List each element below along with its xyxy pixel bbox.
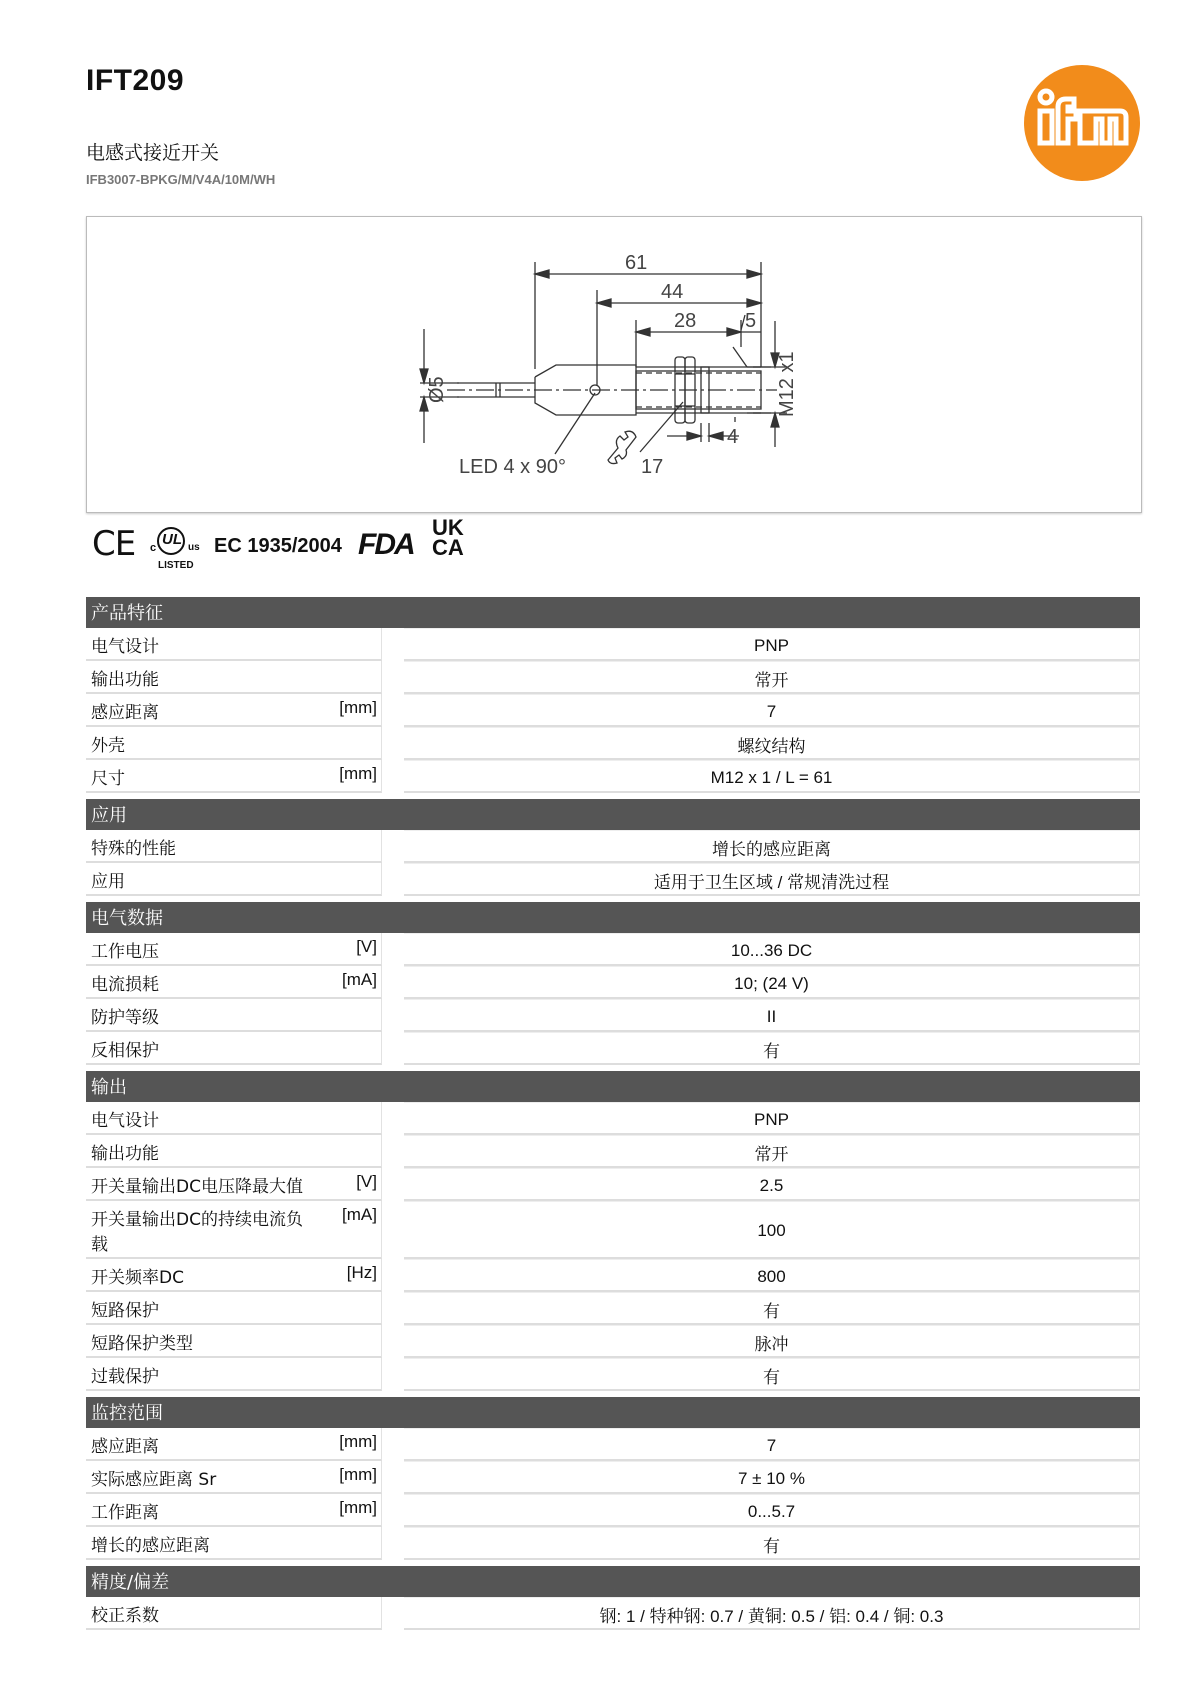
spec-label: 感应距离 [91, 1437, 159, 1457]
spec-label: 特殊的性能 [91, 839, 176, 859]
spec-value: 螺纹结构 [404, 727, 1140, 760]
spec-value: 脉冲 [404, 1325, 1140, 1358]
spec-value: 常开 [404, 661, 1140, 694]
spec-unit: [mA] [342, 1205, 377, 1224]
spec-label-cell [86, 1032, 382, 1065]
spec-row [86, 1135, 1140, 1168]
spec-label: 电气设计 [91, 1111, 159, 1131]
spec-label: 工作电压 [91, 942, 159, 962]
section-header: 电气数据 [86, 902, 1140, 933]
spec-label: 输出功能 [91, 670, 159, 690]
spec-row [86, 628, 1140, 661]
spec-label-cell [86, 661, 382, 694]
spec-unit: [mm] [339, 698, 377, 717]
spec-row [86, 1597, 1140, 1630]
product-code: IFB3007-BPKG/M/V4A/10M/WH [86, 172, 276, 187]
spec-label-cell [86, 1494, 382, 1527]
spec-unit: [mm] [339, 1498, 377, 1517]
spec-label-cell [86, 1259, 382, 1292]
spec-label-cell [86, 1168, 382, 1201]
ukca-ca-text: CA [432, 535, 464, 560]
section-header: 产品特征 [86, 597, 1140, 628]
ukca-uk-text: UK [432, 515, 464, 540]
spec-row [86, 1201, 1140, 1259]
spec-label-cell [86, 727, 382, 760]
section-header: 监控范围 [86, 1397, 1140, 1428]
spec-label: 开关频率DC [91, 1268, 184, 1288]
spec-unit: [mm] [339, 764, 377, 783]
spec-label-cell [86, 1527, 382, 1560]
sensor-drawing [87, 217, 1141, 512]
ul-listed-text: LISTED [158, 560, 194, 571]
ul-c-text: c [150, 542, 157, 554]
spec-label-cell [86, 628, 382, 661]
spec-row [86, 1461, 1140, 1494]
spec-value: M12 x 1 / L = 61 [404, 760, 1140, 793]
spec-unit: [Hz] [346, 1263, 377, 1282]
spec-value: 钢: 1 / 特种钢: 0.7 / 黄铜: 0.5 / 铝: 0.4 / 铜: 0.3 [404, 1597, 1140, 1630]
spec-label: 工作距离 [91, 1503, 159, 1523]
spec-row [86, 863, 1140, 896]
spec-label-cell [86, 1428, 382, 1461]
spec-value: 有 [404, 1358, 1140, 1391]
spec-unit: [mA] [342, 970, 377, 989]
spec-unit: [V] [356, 1172, 377, 1191]
wrench-size: 17 [641, 456, 664, 478]
spec-label-cell [86, 1102, 382, 1135]
spec-value: PNP [404, 628, 1140, 661]
spec-row [86, 1259, 1140, 1292]
spec-row [86, 661, 1140, 694]
spec-label-cell [86, 933, 382, 966]
spec-row [86, 1168, 1140, 1201]
specification-table [86, 597, 1140, 1630]
spec-label-cell [86, 999, 382, 1032]
spec-value: 7 [404, 1428, 1140, 1461]
spec-row [86, 1358, 1140, 1391]
spec-label: 应用 [91, 872, 125, 892]
spec-label: 实际感应距离 Sr [91, 1470, 217, 1490]
spec-row [86, 830, 1140, 863]
spec-label-cell [86, 1358, 382, 1391]
product-subtitle: 电感式接近开关 [86, 142, 220, 164]
ec-1935-text: EC 1935/2004 [214, 535, 342, 557]
spec-row [86, 760, 1140, 793]
spec-label: 校正系数 [91, 1606, 159, 1626]
spec-label: 反相保护 [91, 1041, 159, 1061]
spec-label: 短路保护类型 [91, 1334, 193, 1354]
ul-text: UL [162, 531, 182, 548]
spec-label: 电流损耗 [91, 975, 159, 995]
spec-label: 外壳 [91, 736, 125, 756]
ul-us-text: us [188, 542, 200, 553]
spec-label: 开关量输出DC电压降最大值 [91, 1177, 303, 1197]
spec-row [86, 1102, 1140, 1135]
spec-label-cell [86, 1597, 382, 1630]
spec-label-cell [86, 966, 382, 999]
spec-row [86, 1292, 1140, 1325]
spec-row [86, 1527, 1140, 1560]
spec-value: 7 [404, 694, 1140, 727]
dim-5: 5 [745, 310, 757, 332]
spec-row [86, 933, 1140, 966]
spec-value: 有 [404, 1292, 1140, 1325]
spec-value: 7 ± 10 % [404, 1461, 1140, 1494]
spec-value: 有 [404, 1527, 1140, 1560]
dim-d5: Ø5 [426, 376, 448, 403]
spec-unit: [mm] [339, 1465, 377, 1484]
spec-row [86, 1032, 1140, 1065]
spec-label: 防护等级 [91, 1008, 159, 1028]
spec-value: II [404, 999, 1140, 1032]
dim-m12: M12 x1 [776, 351, 798, 417]
spec-label-cell [86, 1292, 382, 1325]
section-header: 输出 [86, 1071, 1140, 1102]
spec-label: 短路保护 [91, 1301, 159, 1321]
spec-value: 有 [404, 1032, 1140, 1065]
spec-row [86, 1428, 1140, 1461]
spec-label: 开关量输出DC的持续电流负载 [91, 1210, 303, 1255]
ce-mark-icon: CE [92, 524, 136, 564]
spec-label-cell [86, 863, 382, 896]
spec-value: 2.5 [404, 1168, 1140, 1201]
spec-row [86, 1494, 1140, 1527]
spec-label: 输出功能 [91, 1144, 159, 1164]
spec-row [86, 727, 1140, 760]
dimension-drawing [86, 216, 1142, 513]
spec-label: 增长的感应距离 [91, 1536, 210, 1556]
spec-value: 常开 [404, 1135, 1140, 1168]
spec-value: 适用于卫生区域 / 常规清洗过程 [404, 863, 1140, 896]
spec-row [86, 999, 1140, 1032]
dim-4: 4 [727, 426, 739, 448]
spec-label-cell [86, 1135, 382, 1168]
spec-value: PNP [404, 1102, 1140, 1135]
section-header: 应用 [86, 799, 1140, 830]
spec-label: 电气设计 [91, 637, 159, 657]
spec-value: 10...36 DC [404, 933, 1140, 966]
spec-unit: [mm] [339, 1432, 377, 1451]
spec-value: 0...5.7 [404, 1494, 1140, 1527]
led-label: LED 4 x 90° [459, 456, 566, 478]
spec-unit: [V] [356, 937, 377, 956]
spec-label-cell [86, 1461, 382, 1494]
spec-value: 增长的感应距离 [404, 830, 1140, 863]
dim-61: 61 [625, 252, 648, 274]
spec-label-cell [86, 694, 382, 727]
fda-mark-icon: FDA [358, 528, 414, 561]
spec-label-cell [86, 830, 382, 863]
spec-label: 过载保护 [91, 1367, 159, 1387]
ifm-logo-icon [1022, 63, 1142, 183]
certification-marks [90, 515, 490, 588]
spec-label-cell [86, 1201, 382, 1259]
dim-28: 28 [674, 310, 697, 332]
dim-44: 44 [661, 281, 684, 303]
spec-value: 100 [404, 1201, 1140, 1259]
spec-value: 800 [404, 1259, 1140, 1292]
spec-row [86, 966, 1140, 999]
spec-label-cell [86, 1325, 382, 1358]
spec-value: 10; (24 V) [404, 966, 1140, 999]
spec-label: 尺寸 [91, 769, 125, 789]
product-title: IFT209 [86, 64, 185, 97]
spec-row [86, 694, 1140, 727]
spec-label: 感应距离 [91, 703, 159, 723]
spec-row [86, 1325, 1140, 1358]
section-header: 精度/偏差 [86, 1566, 1140, 1597]
spec-label-cell [86, 760, 382, 793]
